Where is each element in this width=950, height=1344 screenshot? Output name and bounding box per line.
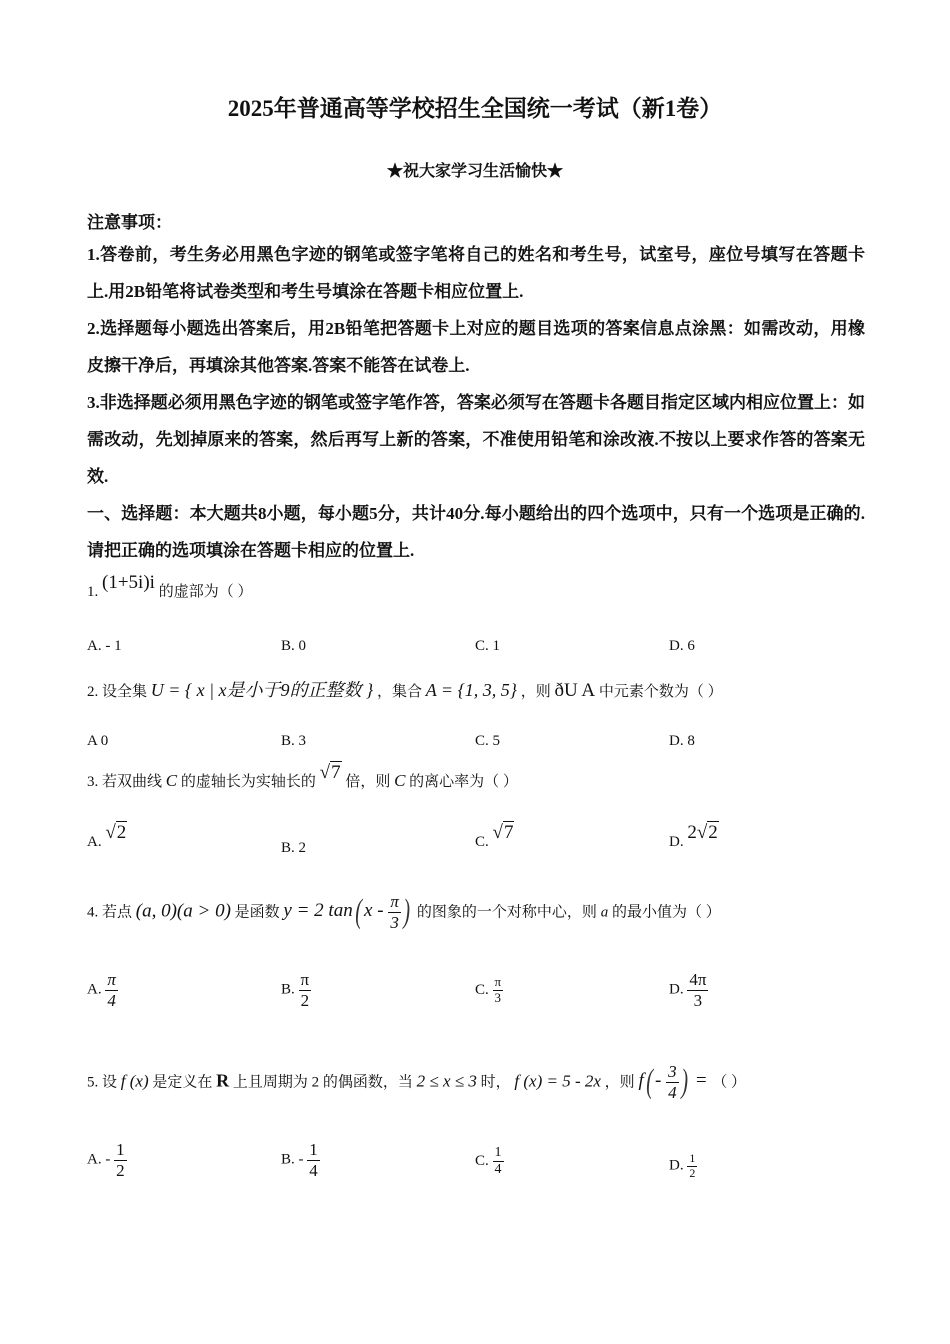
option-c: C. $\frac{1}{4}$ [475,1145,502,1178]
question-1 [87,572,253,602]
question-text: 的图象的一个对称中心，则 [416,904,597,921]
option-c: C. $\frac{\pi}{3}$ [475,974,502,1005]
option-b: B. - $\frac{1}{4}$ [281,1140,318,1180]
question-text: 的偶函数，当 [322,1074,413,1091]
option-a: A. √2 [87,822,127,850]
question-text: 是函数 [234,904,280,921]
math-num: 2 [311,1074,320,1091]
function-expr: y = 2 tan( x - $\frac{\pi}{3}$ ) [283,892,410,932]
exam-subtitle: ★祝大家学习生活愉快★ [386,163,563,180]
option-a: A. $\frac{\pi}{4}$ [87,970,116,1010]
notice-item-3: 3.非选择题必须用黑色字迹的钢笔或签字笔作答，答案必须写在答题卡各题目指定区域内相应位置上：如需改动，先划掉原来的答案，然后再写上新的答案，不准使用铅笔和涂改液.不按以上要求作答的答案无效. [87,393,865,486]
question-text: 倍，则 [345,774,391,790]
function-def: f (x) = 5 - 2x [514,1071,601,1091]
question-5 [87,1062,746,1102]
option-b: B. $\frac{\pi}{2}$ [281,970,310,1010]
math-var: C [165,771,178,790]
math-var: a [600,904,609,921]
option-c: C. √7 [475,822,514,850]
point-expr: (a, 0)(a > 0) [135,900,231,922]
option-c: C. 5 [475,733,501,749]
question-text: 时， [480,1074,511,1091]
option-d: D. 6 [669,638,695,654]
question-text: ，则 [604,1074,635,1091]
question-text: 是定义在 [152,1074,213,1091]
question-text: ，则 [520,684,551,700]
option-a: A 0 [87,733,109,749]
option-d: D. $\frac{4\pi}{3}$ [669,970,707,1010]
option-b: B. 0 [281,638,307,654]
sqrt-7: √7 [319,762,341,783]
function-eval: f( - $\frac{3}{4}$ ) = [638,1062,708,1102]
complement-symbol: ðU A [554,680,596,701]
question-text: 的最小值为（ ） [611,904,721,921]
section-intro: 一、选择题：本大题共8小题，每小题5分，共计40分.每小题给出的四个选项中，只有一个选项是正确的.请把正确的选项填涂在答题卡相应的位置上. [87,504,865,560]
option-d: D. $\frac{1}{2}$ [669,1151,696,1180]
question-2 [87,676,723,702]
notice-item-2: 2.选择题每小题选出答案后，用2B铅笔把答题卡上对应的题目选项的答案信息点涂黑：如需改动，用橡皮擦干净后，再填涂其他答案.答案不能答在试卷上. [87,319,865,375]
question-number: 5. 设 [87,1074,118,1091]
set-a: A = {1, 3, 5} [425,680,517,700]
question-text: 的离心率为（ ） [409,774,518,790]
question-number: 3. 若双曲线 [87,774,163,790]
question-text: 的虚部为（ ） [158,584,253,600]
question-text: 中元素个数为（ ） [598,684,723,700]
question-text: 上且周期为 [232,1074,308,1091]
math-fx: f (x) [120,1071,149,1091]
notice-item-1: 1.答卷前，考生务必用黑色字迹的钢笔或签字笔将自己的姓名和考生号，试室号，座位号填写在答题卡上.用2B铅笔将试卷类型和考生号填涂在答题卡相应位置上. [87,245,865,301]
option-a: A. - $\frac{1}{2}$ [87,1140,125,1180]
option-b: B. 2 [281,840,307,856]
notice-heading: 注意事项： [87,213,172,232]
option-a: A. - 1 [87,638,122,654]
math-var: C [394,771,406,790]
math-reals: R [216,1070,230,1091]
option-d: D. 8 [669,733,695,749]
exam-title: 2025年普通高等学校招生全国统一考试（新1卷） [227,96,723,121]
question-text: （ ） [712,1074,747,1091]
option-b: B. 3 [281,733,307,749]
math-expression: (1+5i)i [102,572,155,593]
option-d: D. 2√2 [669,822,718,850]
question-3 [87,762,518,792]
question-number: 1. [87,584,99,600]
option-c: C. 1 [475,638,501,654]
set-u: U = { x | x是小于9的正整数 } [150,680,374,700]
question-text: ，集合 [376,684,422,700]
range-expr: 2 ≤ x ≤ 3 [416,1071,477,1091]
question-4 [87,892,721,932]
question-number: 4. 若点 [87,904,133,921]
question-number: 2. 设全集 [87,684,148,700]
question-text: 的虚轴长为实轴长的 [180,774,316,790]
